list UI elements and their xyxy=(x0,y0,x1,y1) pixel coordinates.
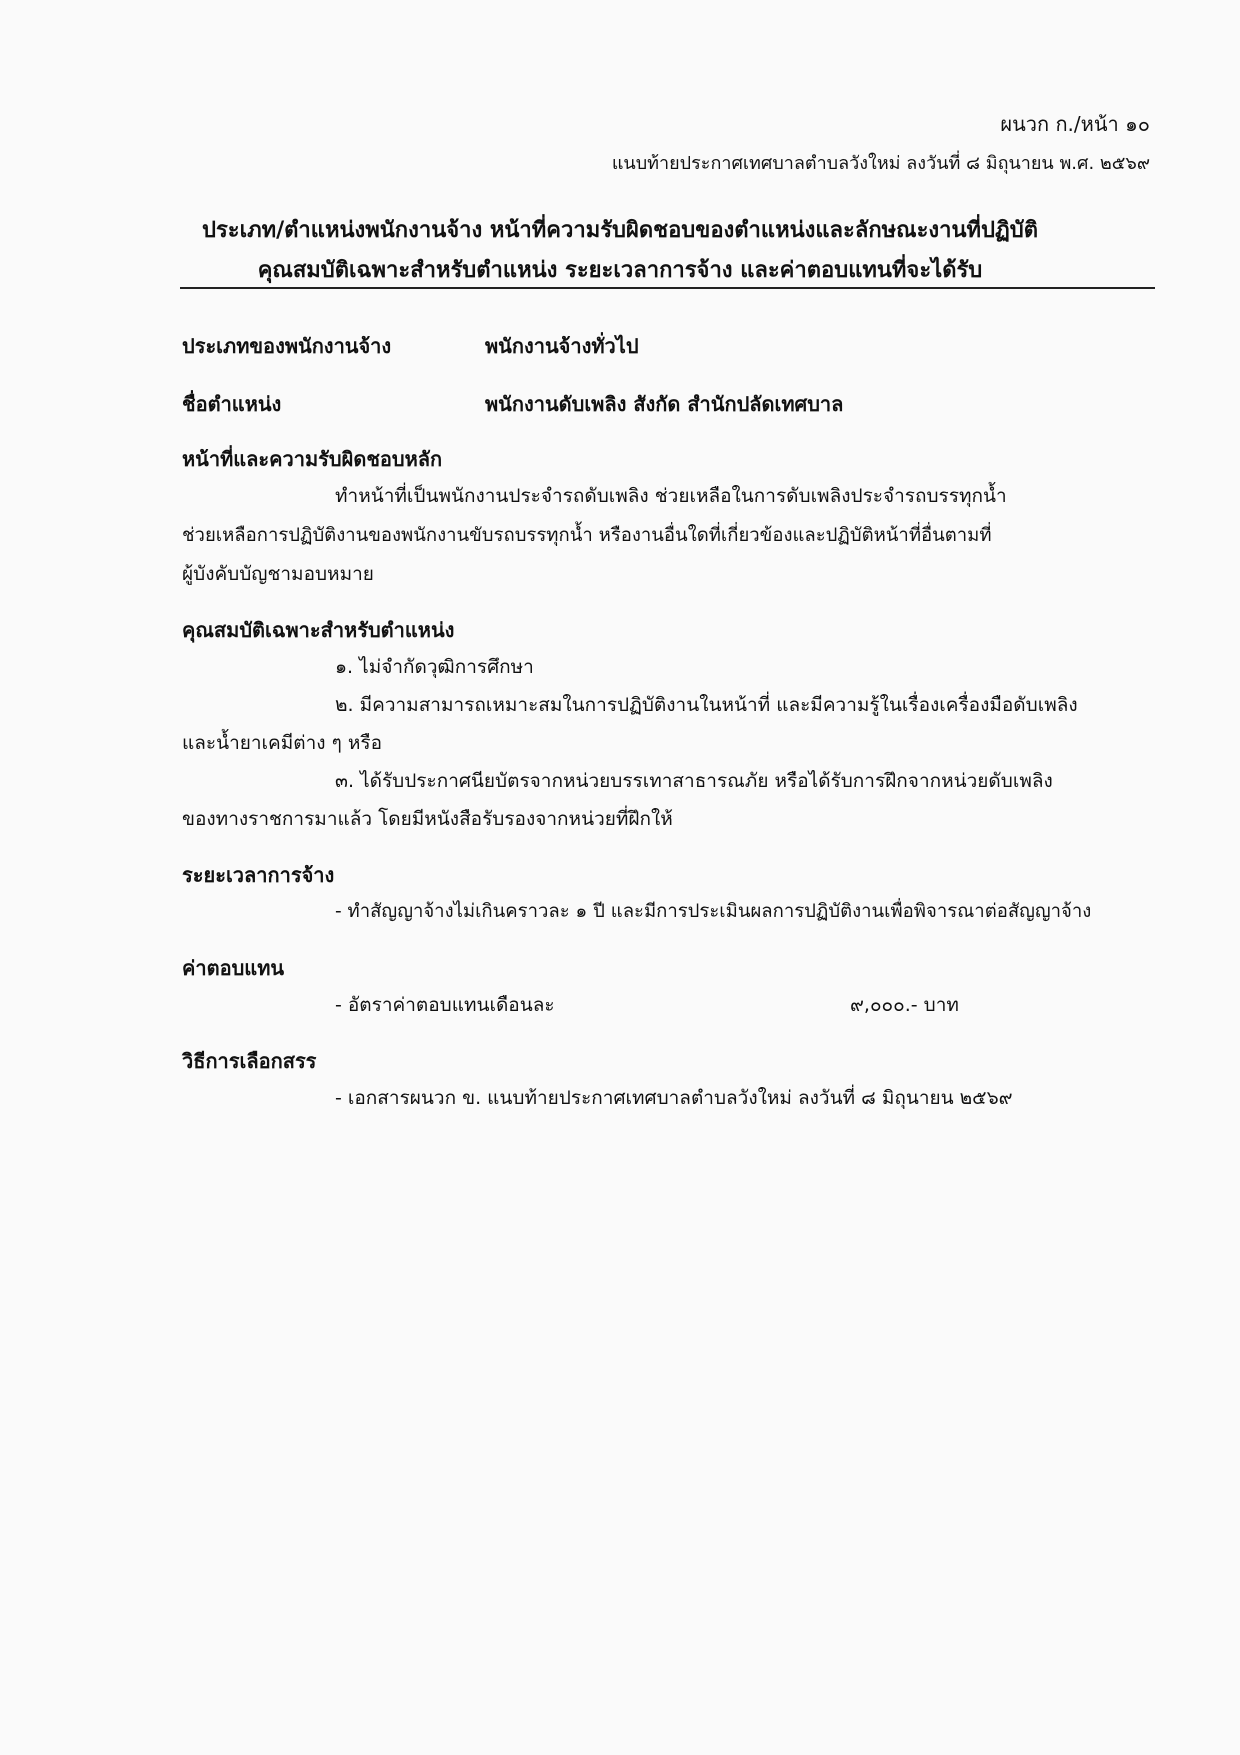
qualification-item-2-line-1: ๒. มีความสามารถเหมาะสมในการปฏิบัติงานในหน้าที่ และมีความรู้ในเรื่องเครื่องมือดับเพลิง xyxy=(335,694,1078,716)
document-title-line1: ประเภท/ตำแหน่งพนักงานจ้าง หน้าที่ความรับผิดชอบของตำแหน่งและลักษณะงานที่ปฏิบัติ xyxy=(201,218,1039,243)
qualification-item-2-line-2: และน้ำยาเคมีต่าง ๆ หรือ xyxy=(182,732,382,754)
selection-heading: วิธีการเลือกสรร xyxy=(182,1049,317,1073)
term-heading: ระยะเวลาการจ้าง xyxy=(182,863,335,887)
document-title-line2: คุณสมบัติเฉพาะสำหรับตำแหน่ง ระยะเวลาการจ้าง และค่าตอบแทนที่จะได้รับ xyxy=(257,258,983,283)
position-label: ชื่อตำแหน่ง xyxy=(182,392,282,416)
attachment-line: แนบท้ายประกาศเทศบาลตำบลวังใหม่ ลงวันที่ ๘ มิถุนายน พ.ศ. ๒๕๖๙ xyxy=(611,153,1150,174)
qualification-item-3-line-1: ๓. ได้รับประกาศนียบัตรจากหน่วยบรรเทาสาธารณภัย หรือได้รับการฝึกจากหน่วยดับเพลิง xyxy=(335,770,1053,792)
employee-type-value: พนักงานจ้างทั่วไป xyxy=(485,334,639,358)
duties-line-1: ทำหน้าที่เป็นพนักงานประจำรถดับเพลิง ช่วยเหลือในการดับเพลิงประจำรถบรรทุกน้ำ xyxy=(335,485,1007,507)
compensation-line-1: - อัตราค่าตอบแทนเดือนละ xyxy=(335,994,555,1016)
term-line-1: - ทำสัญญาจ้างไม่เกินคราวละ ๑ ปี และมีการประเมินผลการปฏิบัติงานเพื่อพิจารณาต่อสัญญาจ้าง xyxy=(335,901,1092,922)
qualification-item-1: ๑. ไม่จำกัดวุฒิการศึกษา xyxy=(335,656,534,678)
duties-heading: หน้าที่และความรับผิดชอบหลัก xyxy=(182,447,443,471)
employee-type-label: ประเภทของพนักงานจ้าง xyxy=(182,334,392,358)
selection-line-1: - เอกสารผนวก ข. แนบท้ายประกาศเทศบาลตำบลวังใหม่ ลงวันที่ ๘ มิถุนายน ๒๕๖๙ xyxy=(335,1087,1013,1109)
qualification-item-3-line-2: ของทางราชการมาแล้ว โดยมีหนังสือรับรองจากหน่วยที่ฝึกให้ xyxy=(182,808,673,830)
compensation-heading: ค่าตอบแทน xyxy=(182,956,285,980)
duties-line-3: ผู้บังคับบัญชามอบหมาย xyxy=(182,563,374,585)
position-value: พนักงานดับเพลิง สังกัด สำนักปลัดเทศบาล xyxy=(485,392,844,416)
title-divider xyxy=(180,287,1155,289)
compensation-amount: ๙,๐๐๐.- บาท xyxy=(850,994,959,1016)
qualifications-heading: คุณสมบัติเฉพาะสำหรับตำแหน่ง xyxy=(182,618,455,642)
page-reference: ผนวก ก./หน้า ๑๐ xyxy=(1000,112,1150,136)
duties-line-2: ช่วยเหลือการปฏิบัติงานของพนักงานขับรถบรรทุกน้ำ หรืองานอื่นใดที่เกี่ยวข้องและปฏิบัติหน้าที่อื่นตามที่ xyxy=(182,525,992,546)
